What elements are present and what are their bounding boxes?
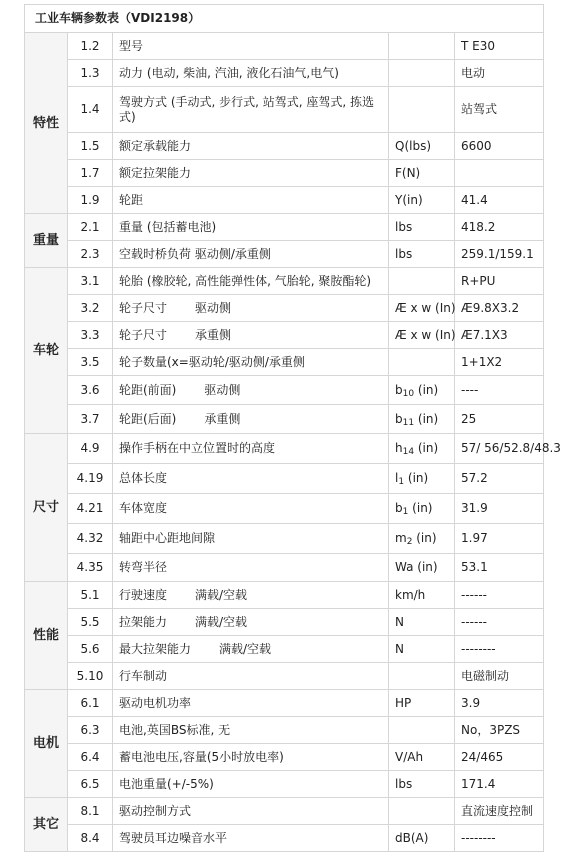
- parameter-name: 轮子尺寸: [119, 327, 168, 342]
- value-cell: Æ7.1X3: [455, 322, 544, 349]
- category-cell: 性能: [25, 582, 68, 690]
- item-number-cell: 3.3: [68, 322, 113, 349]
- table-row: [25, 636, 544, 663]
- unit-cell: [389, 690, 455, 717]
- table-row: [25, 690, 544, 717]
- value-cell: --------: [455, 636, 544, 663]
- value-cell: ----: [455, 376, 544, 405]
- table-row: [25, 744, 544, 771]
- value-cell: 57/ 56/52.8/48.3: [455, 434, 544, 464]
- unit-cell: [389, 609, 455, 636]
- parameter-name: 驾驶员耳边噪音水平: [119, 830, 228, 845]
- unit-cell: [389, 434, 455, 464]
- unit-suffix: (in): [408, 501, 433, 515]
- parameter-name: 轮距(前面): [119, 382, 177, 397]
- unit-symbol: Æ x w (In): [395, 327, 456, 342]
- category-cell: 电机: [25, 690, 68, 798]
- unit-symbol: Wa (in): [395, 560, 438, 574]
- category-cell: 车轮: [25, 268, 68, 434]
- parameter-name: 轮距(后面): [119, 411, 177, 426]
- table-row: [25, 60, 544, 87]
- parameter-cell: [113, 60, 389, 87]
- unit-symbol: l: [395, 471, 399, 485]
- unit-cell: [389, 744, 455, 771]
- table-row: [25, 322, 544, 349]
- table-row: [25, 33, 544, 60]
- unit-subscript: 10: [402, 388, 415, 399]
- unit-suffix: (in): [414, 411, 439, 426]
- item-number-cell: 1.5: [68, 133, 113, 160]
- unit-symbol: Q(lbs): [395, 138, 432, 153]
- parameter-name: 驾驶方式 (手动式, 步行式, 站驾式, 座驾式, 拣选式): [119, 94, 375, 124]
- parameter-cell: [113, 33, 389, 60]
- value-cell: 53.1: [455, 554, 544, 582]
- unit-cell: [389, 187, 455, 214]
- item-number-cell: 1.4: [68, 87, 113, 133]
- table-row: [25, 554, 544, 582]
- parameter-cell: [113, 825, 389, 852]
- value-cell: --------: [455, 825, 544, 852]
- item-number-cell: 6.1: [68, 690, 113, 717]
- title-row: [25, 5, 544, 33]
- unit-cell: [389, 494, 455, 524]
- unit-suffix: (in): [404, 471, 429, 485]
- parameter-cell: [113, 609, 389, 636]
- spec-table-container: [24, 4, 561, 852]
- value-cell: 1.97: [455, 524, 544, 554]
- unit-symbol: h: [395, 441, 403, 455]
- unit-symbol: km/h: [395, 587, 426, 602]
- parameter-name: 拉架能力: [119, 614, 168, 629]
- value-cell: No，3PZS: [455, 717, 544, 744]
- value-cell: 171.4: [455, 771, 544, 798]
- table-row: [25, 160, 544, 187]
- unit-cell: [389, 376, 455, 405]
- parameter-cell: [113, 133, 389, 160]
- category-cell: 尺寸: [25, 434, 68, 582]
- unit-subscript: 1: [398, 477, 405, 487]
- parameter-cell: [113, 744, 389, 771]
- table-row: [25, 464, 544, 494]
- unit-suffix: (in): [412, 531, 437, 545]
- unit-symbol: m: [395, 531, 407, 545]
- item-number-cell: 8.1: [68, 798, 113, 825]
- parameter-name: 轴距中心距地间隙: [119, 531, 216, 545]
- unit-suffix: (in): [414, 441, 439, 455]
- table-row: [25, 349, 544, 376]
- unit-subscript: 14: [402, 447, 415, 457]
- parameter-cell: [113, 663, 389, 690]
- value-cell: ------: [455, 582, 544, 609]
- table-row: [25, 609, 544, 636]
- table-title: 工业车辆参数表（VDI2198）: [25, 5, 544, 33]
- table-row: [25, 434, 544, 464]
- item-number-cell: 3.7: [68, 405, 113, 434]
- unit-cell: [389, 295, 455, 322]
- unit-cell: [389, 636, 455, 663]
- unit-cell: [389, 241, 455, 268]
- parameter-name: 轮子数量(x=驱动轮/驱动侧/承重侧: [119, 354, 305, 369]
- parameter-name: 行车制动: [119, 668, 168, 683]
- table-row: [25, 663, 544, 690]
- table-row: [25, 87, 544, 133]
- parameter-name: 轮子尺寸: [119, 300, 168, 315]
- parameter-cell: [113, 798, 389, 825]
- unit-cell: [389, 33, 455, 60]
- item-number-cell: 2.1: [68, 214, 113, 241]
- unit-symbol: dB(A): [395, 830, 429, 845]
- item-number-cell: 1.9: [68, 187, 113, 214]
- parameter-cell: [113, 295, 389, 322]
- item-number-cell: 1.3: [68, 60, 113, 87]
- parameter-cell: [113, 636, 389, 663]
- parameter-name: 转弯半径: [119, 560, 168, 574]
- category-cell: 特性: [25, 33, 68, 214]
- parameter-cell: [113, 187, 389, 214]
- parameter-name: 驱动电机功率: [119, 695, 192, 710]
- unit-cell: [389, 717, 455, 744]
- unit-symbol: HP: [395, 695, 412, 710]
- item-number-cell: 5.6: [68, 636, 113, 663]
- item-number-cell: 5.1: [68, 582, 113, 609]
- parameter-condition: 承重侧: [204, 411, 241, 426]
- unit-cell: [389, 663, 455, 690]
- item-number-cell: 4.35: [68, 554, 113, 582]
- unit-symbol: N: [395, 614, 404, 629]
- unit-cell: [389, 524, 455, 554]
- item-number-cell: 4.9: [68, 434, 113, 464]
- item-number-cell: 3.1: [68, 268, 113, 295]
- table-row: [25, 771, 544, 798]
- unit-symbol: b: [395, 501, 403, 515]
- unit-cell: [389, 798, 455, 825]
- table-row: [25, 295, 544, 322]
- item-number-cell: 6.3: [68, 717, 113, 744]
- parameter-condition: 满载/空载: [219, 641, 272, 656]
- value-cell: 3.9: [455, 690, 544, 717]
- item-number-cell: 5.5: [68, 609, 113, 636]
- vehicle-spec-table: [24, 4, 561, 852]
- unit-cell: [389, 825, 455, 852]
- table-row: [25, 582, 544, 609]
- unit-symbol: b: [395, 382, 403, 397]
- value-cell: 25: [455, 405, 544, 434]
- unit-symbol: b: [395, 411, 403, 426]
- table-row: [25, 798, 544, 825]
- unit-cell: [389, 771, 455, 798]
- value-cell: Æ9.8X3.2: [455, 295, 544, 322]
- item-number-cell: 5.10: [68, 663, 113, 690]
- parameter-condition: 满载/空载: [195, 614, 248, 629]
- value-cell: 1+1X2: [455, 349, 544, 376]
- parameter-cell: [113, 494, 389, 524]
- unit-symbol: lbs: [395, 246, 413, 261]
- parameter-name: 蓄电池电压,容量(5小时放电率): [119, 749, 284, 764]
- value-cell: 418.2: [455, 214, 544, 241]
- parameter-name: 最大拉架能力: [119, 641, 192, 656]
- unit-symbol: Æ x w (In): [395, 300, 456, 315]
- item-number-cell: 3.2: [68, 295, 113, 322]
- unit-cell: [389, 268, 455, 295]
- table-row: [25, 405, 544, 434]
- unit-cell: [389, 60, 455, 87]
- table-row: [25, 494, 544, 524]
- parameter-name: 型号: [119, 38, 144, 53]
- unit-cell: [389, 464, 455, 494]
- value-cell: 站驾式: [455, 87, 544, 133]
- parameter-cell: [113, 434, 389, 464]
- unit-symbol: lbs: [395, 219, 413, 234]
- parameter-name: 轮距: [119, 192, 144, 207]
- parameter-name: 驱动控制方式: [119, 803, 192, 818]
- unit-cell: [389, 214, 455, 241]
- item-number-cell: 6.5: [68, 771, 113, 798]
- unit-subscript: 2: [406, 537, 413, 547]
- item-number-cell: 4.32: [68, 524, 113, 554]
- item-number-cell: 3.5: [68, 349, 113, 376]
- value-cell: [455, 160, 544, 187]
- item-number-cell: 1.2: [68, 33, 113, 60]
- value-cell: 24/465: [455, 744, 544, 771]
- parameter-name: 车体宽度: [119, 501, 168, 515]
- parameter-name: 额定拉架能力: [119, 165, 192, 180]
- parameter-cell: [113, 268, 389, 295]
- parameter-cell: [113, 376, 389, 405]
- parameter-name: 行驶速度: [119, 587, 168, 602]
- unit-symbol: lbs: [395, 776, 413, 791]
- parameter-condition: 驱动侧: [195, 300, 232, 315]
- parameter-condition: 承重侧: [195, 327, 232, 342]
- parameter-cell: [113, 160, 389, 187]
- item-number-cell: 6.4: [68, 744, 113, 771]
- unit-symbol: V/Ah: [395, 749, 424, 764]
- unit-cell: [389, 405, 455, 434]
- parameter-name: 电池重量(+/-5%): [119, 776, 214, 791]
- parameter-name: 电池,英国BS标准, 无: [119, 722, 231, 737]
- unit-cell: [389, 322, 455, 349]
- value-cell: 直流速度控制: [455, 798, 544, 825]
- parameter-name: 操作手柄在中立位置时的高度: [119, 441, 276, 455]
- value-cell: 6600: [455, 133, 544, 160]
- parameter-cell: [113, 322, 389, 349]
- parameter-name: 轮胎 (橡胶轮, 高性能弹性体, 气胎轮, 聚胺酯轮): [119, 273, 372, 288]
- parameter-condition: 驱动侧: [204, 382, 241, 397]
- parameter-cell: [113, 349, 389, 376]
- unit-cell: [389, 554, 455, 582]
- table-row: [25, 187, 544, 214]
- value-cell: 259.1/159.1: [455, 241, 544, 268]
- parameter-cell: [113, 690, 389, 717]
- unit-cell: [389, 87, 455, 133]
- value-cell: T E30: [455, 33, 544, 60]
- parameter-name: 总体长度: [119, 471, 168, 485]
- value-cell: R+PU: [455, 268, 544, 295]
- value-cell: 电磁制动: [455, 663, 544, 690]
- parameter-cell: [113, 464, 389, 494]
- table-row: [25, 214, 544, 241]
- parameter-name: 动力 (电动, 柴油, 汽油, 液化石油气,电气): [119, 65, 339, 80]
- unit-suffix: (in): [414, 382, 439, 397]
- unit-cell: [389, 160, 455, 187]
- parameter-cell: [113, 771, 389, 798]
- spec-table-body: [25, 5, 561, 852]
- parameter-name: 额定承载能力: [119, 138, 192, 153]
- category-cell: 重量: [25, 214, 68, 268]
- value-cell: ------: [455, 609, 544, 636]
- table-row: [25, 376, 544, 405]
- parameter-cell: [113, 582, 389, 609]
- item-number-cell: 8.4: [68, 825, 113, 852]
- parameter-name: 空载时桥负荷 驱动侧/承重侧: [119, 246, 271, 261]
- value-cell: 57.2: [455, 464, 544, 494]
- parameter-cell: [113, 405, 389, 434]
- parameter-cell: [113, 87, 389, 133]
- parameter-name: 重量 (包括蓄电池): [119, 219, 217, 234]
- unit-symbol: N: [395, 641, 404, 656]
- parameter-cell: [113, 214, 389, 241]
- parameter-cell: [113, 717, 389, 744]
- unit-subscript: 1: [402, 507, 409, 517]
- unit-symbol: F(N): [395, 165, 421, 180]
- unit-cell: [389, 582, 455, 609]
- item-number-cell: 4.19: [68, 464, 113, 494]
- value-cell: 31.9: [455, 494, 544, 524]
- table-row: [25, 825, 544, 852]
- value-cell: 41.4: [455, 187, 544, 214]
- unit-cell: [389, 349, 455, 376]
- item-number-cell: 2.3: [68, 241, 113, 268]
- item-number-cell: 4.21: [68, 494, 113, 524]
- unit-symbol: Y(in): [395, 192, 423, 207]
- unit-cell: [389, 133, 455, 160]
- table-row: [25, 524, 544, 554]
- parameter-condition: 满载/空载: [195, 587, 248, 602]
- value-cell: 电动: [455, 60, 544, 87]
- table-row: [25, 268, 544, 295]
- category-cell: 其它: [25, 798, 68, 852]
- parameter-cell: [113, 524, 389, 554]
- item-number-cell: 3.6: [68, 376, 113, 405]
- table-row: [25, 133, 544, 160]
- table-row: [25, 717, 544, 744]
- unit-subscript: 11: [402, 417, 415, 428]
- parameter-cell: [113, 554, 389, 582]
- item-number-cell: 1.7: [68, 160, 113, 187]
- table-row: [25, 241, 544, 268]
- parameter-cell: [113, 241, 389, 268]
